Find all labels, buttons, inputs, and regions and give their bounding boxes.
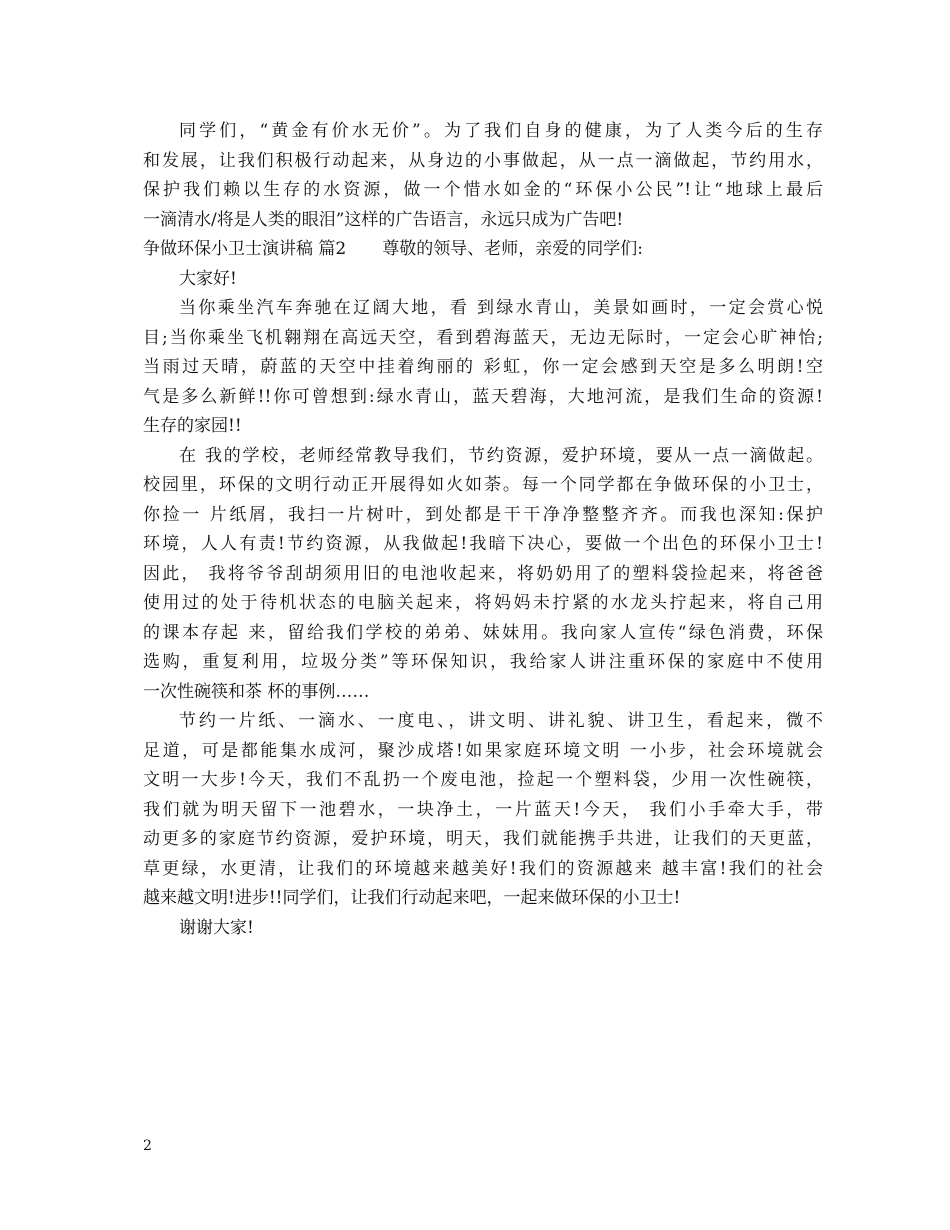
text-line: 目;当你乘坐飞机翱翔在高远天空，看到碧海蓝天，无边无际时，一定会心旷神怡; [143, 327, 823, 348]
text-line: 校园里，环保的文明行动正开展得如火如荼。每一个同学都在争做环保的小卫士， [143, 475, 823, 495]
text-line: 我们就为明天留下一池碧水，一块净土，一片蓝天!今天， 我们小手牵大手，带 [143, 799, 823, 820]
text-line: 因此， 我将爷爷刮胡须用旧的电池收起来，将奶奶用了的塑料袋捡起来，将爸爸 [143, 563, 823, 584]
greeting: 大家好! [179, 268, 237, 289]
text-line: 一滴清水/将是人类的眼泪”这样的广告语言，永远只成为广告吧! [143, 209, 624, 230]
section-heading [143, 235, 823, 265]
paragraph-3 [143, 707, 823, 914]
text-line: 一次性碗筷和茶 杯的事例…… [143, 681, 370, 702]
text-line: 足道，可是都能集水成河，聚沙成塔!如果家庭环境文明 一小步，社会环境就会 [143, 740, 823, 761]
text-line: 越来越文明!进步!!同学们，让我们行动起来吧，一起来做环保的小卫士! [143, 888, 681, 908]
text-line: 和发展，让我们积极行动起来，从身边的小事做起，从一点一滴做起，节约用水， [143, 150, 823, 171]
text-line: 使用过的处于待机状态的电脑关起来，将妈妈未拧紧的水龙头拧起来，将自己用 [143, 593, 823, 613]
intro-paragraph [143, 117, 823, 235]
text-line: 在 我的学校，老师经常教导我们，节约资源，爱护环境，要从一点一滴做起。 [179, 445, 823, 466]
page-number: 2 [143, 1138, 152, 1154]
text-line: 选购，重复利用，垃圾分类”等环保知识，我给家人讲注重环保的家庭中不使用 [143, 652, 823, 672]
paragraph-1 [143, 294, 823, 442]
text-line: 的课本存起 来，留给我们学校的弟弟、妹妹用。我向家人宣传“绿色消费，环保 [143, 622, 823, 643]
text-line: 生存的家园!! [143, 416, 242, 436]
paragraph-2 [143, 442, 823, 708]
text-line: 气是多么新鲜!!你可曾想到:绿水青山，蓝天碧海，大地河流，是我们生命的资源! [143, 386, 823, 407]
text-line: 同学们，“黄金有价水无价”。为了我们自身的健康，为了人类今后的生存 [179, 121, 823, 141]
speech-title: 争做环保小卫士演讲稿 篇2 [143, 239, 347, 259]
document-body [143, 117, 823, 943]
salutation: 尊敬的领导、老师，亲爱的同学们: [382, 239, 643, 259]
text-line: 草更绿，水更清，让我们的环境越来越美好!我们的资源越来 越丰富!我们的社会 [143, 858, 823, 879]
text-line: 当雨过天晴，蔚蓝的天空中挂着绚丽的 彩虹，你一定会感到天空是多么明朗!空 [143, 357, 823, 377]
text-line: 保护我们赖以生存的水资源，做一个惜水如金的“环保小公民”!让“地球上最后 [143, 180, 823, 200]
text-line: 环境，人人有责!节约资源，从我做起!我暗下决心，要做一个出色的环保小卫士! [143, 534, 823, 554]
text-line: 节约一片纸、一滴水、一度电、，讲文明、讲礼貌、讲卫生，看起来，微不 [179, 711, 823, 731]
text-line: 当你乘坐汽车奔驰在辽阔大地，看 到绿水青山，美景如画时，一定会赏心悦 [179, 298, 823, 318]
text-line: 你捡一 片纸屑，我扫一片树叶，到处都是干干净净整整齐齐。而我也深知:保护 [143, 504, 823, 525]
closing: 谢谢大家! [179, 917, 254, 938]
text-line: 文明一大步!今天，我们不乱扔一个废电池，捡起一个塑料袋，少用一次性碗筷， [143, 770, 823, 790]
text-line: 动更多的家庭节约资源，爱护环境，明天，我们就能携手共进，让我们的天更蓝， [143, 829, 823, 849]
